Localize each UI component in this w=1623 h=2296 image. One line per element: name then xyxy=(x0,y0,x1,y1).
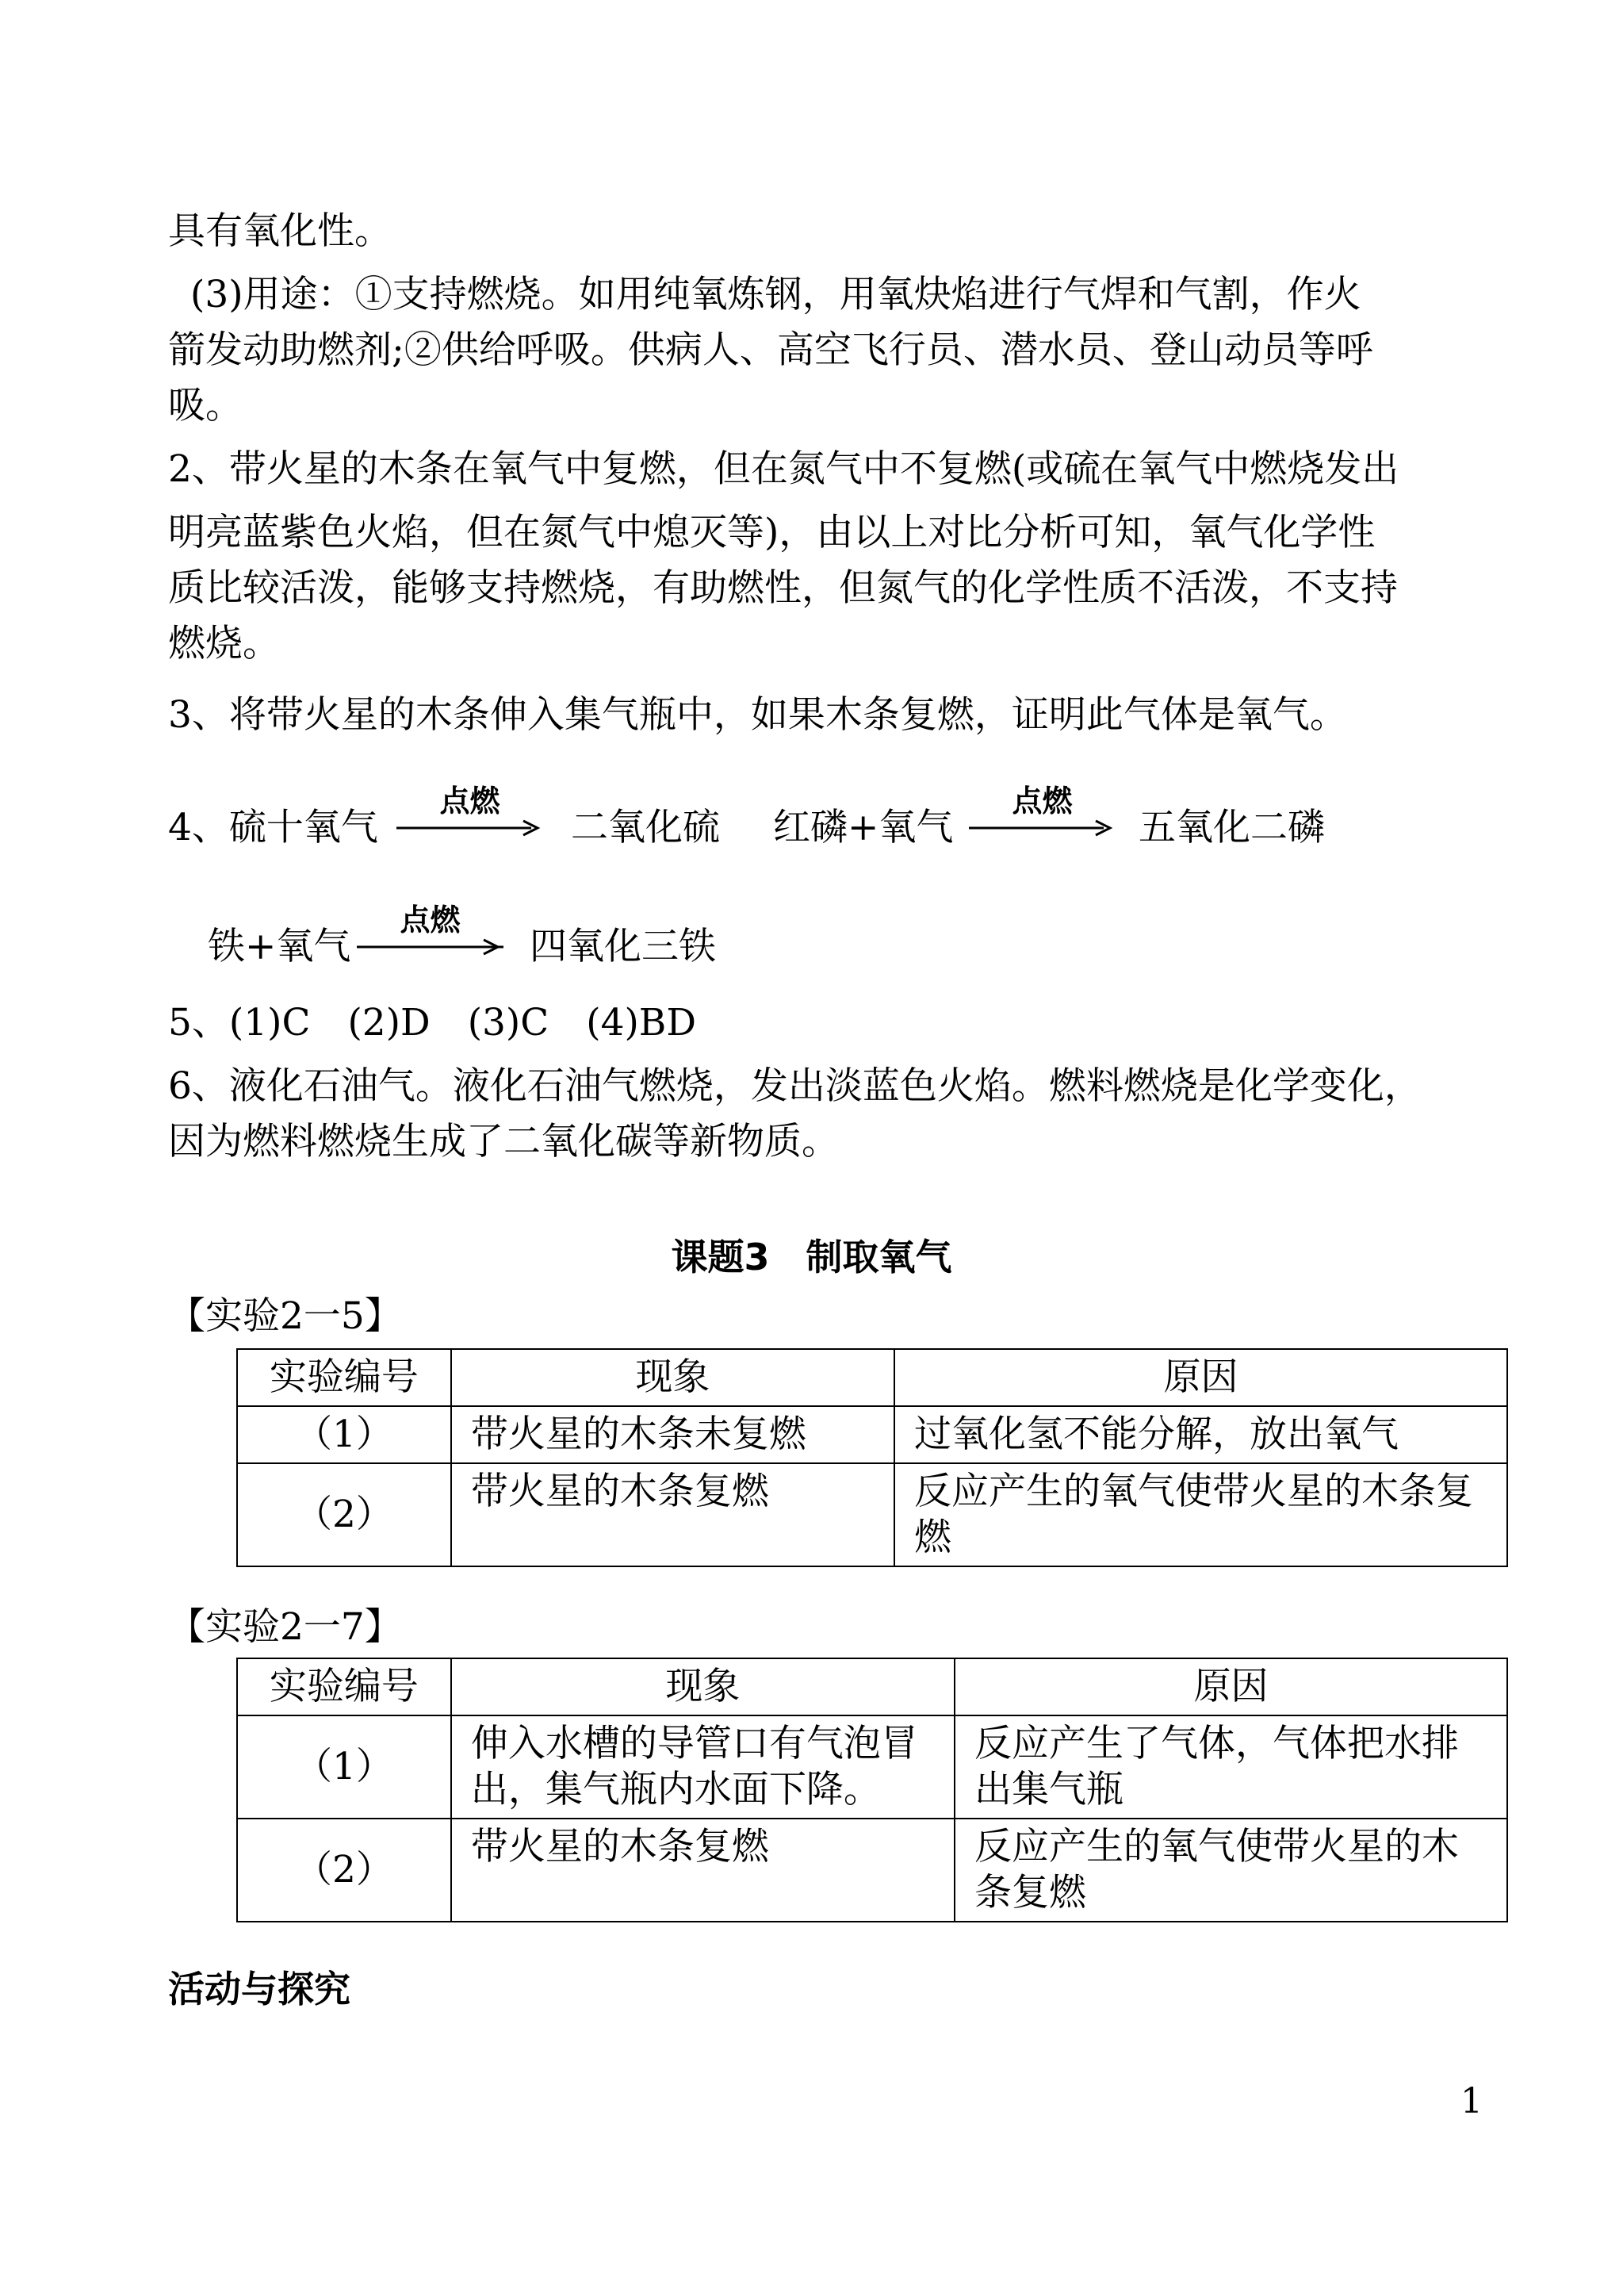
text-line: 明亮蓝紫色火焰，但在氮气中熄灭等)，由以上对比分析可知，氧气化学性 xyxy=(168,511,1376,554)
text-line: 3、将带火星的木条伸入集气瓶中，如果木条复燃，证明此气体是氧气。 xyxy=(168,693,1347,737)
table-header: 原因 xyxy=(894,1349,1507,1406)
answer-6-cont: 因为燃料燃烧生成了二氧化碳等新物质。 xyxy=(168,1120,839,1163)
equation-right: 四氧化三铁 xyxy=(530,925,716,968)
table-cell: 反应产生了气体，气体把水排出集气瓶 xyxy=(955,1715,1507,1819)
table-header-row xyxy=(237,1658,1507,1715)
arrow-right-icon xyxy=(969,817,1116,841)
equation-row xyxy=(0,903,1623,983)
arrow-right-icon xyxy=(357,936,503,960)
table-cell: （2） xyxy=(237,1463,451,1566)
arrow-condition: 点燃 xyxy=(1012,784,1073,818)
table-row xyxy=(237,1715,1507,1819)
text-line: (3)用途：①支持燃烧。如用纯氧炼钢，用氧炔焰进行气焊和气割，作火 xyxy=(190,273,1361,316)
arrow-condition: 点燃 xyxy=(400,903,461,937)
arrow-right-icon xyxy=(396,817,543,841)
activity-heading: 活动与探究 xyxy=(168,1968,350,2010)
text-line: 吸。 xyxy=(168,384,243,427)
table-cell: 反应产生的氧气使带火星的木条复燃 xyxy=(955,1819,1507,1922)
page-number: 1 xyxy=(1460,2081,1483,2122)
table-cell: 过氧化氢不能分解，放出氧气 xyxy=(894,1406,1507,1463)
equation-row xyxy=(0,784,1623,864)
table-header: 现象 xyxy=(451,1349,894,1406)
table-header: 现象 xyxy=(451,1658,955,1715)
equation-left: 4、硫十氧气 xyxy=(168,806,378,849)
table-header: 实验编号 xyxy=(237,1658,451,1715)
experiment-table xyxy=(236,1348,1508,1567)
table-header: 实验编号 xyxy=(237,1349,451,1406)
table-cell: 反应产生的氧气使带火星的木条复燃 xyxy=(894,1463,1507,1566)
text-line: 箭发动助燃剂;②供给呼吸。供病人、高空飞行员、潜水员、登山动员等呼 xyxy=(168,328,1373,372)
arrow-condition: 点燃 xyxy=(439,784,500,818)
table-cell: 带火星的木条复燃 xyxy=(451,1463,894,1566)
reaction-arrow xyxy=(357,903,503,971)
table-cell: （1） xyxy=(237,1715,451,1819)
answer-5: 5、(1)C (2)D (3)C (4)BD xyxy=(168,1001,697,1045)
text-line: 具有氧化性。 xyxy=(168,209,392,253)
experiment-label: 【实验2一7】 xyxy=(168,1605,402,1649)
table-row xyxy=(237,1819,1507,1922)
table-cell: （2） xyxy=(237,1819,451,1922)
equation-right: 五氧化二磷 xyxy=(1139,806,1325,849)
table-header-row xyxy=(237,1349,1507,1406)
text-line: 2、带火星的木条在氧气中复燃，但在氮气中不复燃(或硫在氧气中燃烧发出 xyxy=(168,447,1399,491)
equation-left: 铁+氧气 xyxy=(208,925,351,968)
table-cell: 带火星的木条未复燃 xyxy=(451,1406,894,1463)
table-row xyxy=(237,1406,1507,1463)
experiment-label: 【实验2一5】 xyxy=(168,1294,402,1338)
table-row xyxy=(237,1463,1507,1566)
section-title: 课题3 制取氧气 xyxy=(671,1236,952,1278)
table-cell: （1） xyxy=(237,1406,451,1463)
answer-6: 6、液化石油气。液化石油气燃烧，发出淡蓝色火焰。燃料燃烧是化学变化， xyxy=(168,1064,1422,1108)
table-header: 原因 xyxy=(955,1658,1507,1715)
equation-right: 二氧化硫 xyxy=(571,806,720,849)
reaction-arrow xyxy=(969,784,1116,852)
equation-left: 红磷+氧气 xyxy=(773,806,954,849)
experiment-table xyxy=(236,1658,1508,1922)
text-line: 燃烧。 xyxy=(168,622,280,665)
text-line: 质比较活泼，能够支持燃烧，有助燃性，但氮气的化学性质不活泼，不支持 xyxy=(168,566,1398,610)
table-cell: 伸入水槽的导管口有气泡冒出，集气瓶内水面下降。 xyxy=(451,1715,955,1819)
reaction-arrow xyxy=(396,784,543,852)
table-cell: 带火星的木条复燃 xyxy=(451,1819,955,1922)
